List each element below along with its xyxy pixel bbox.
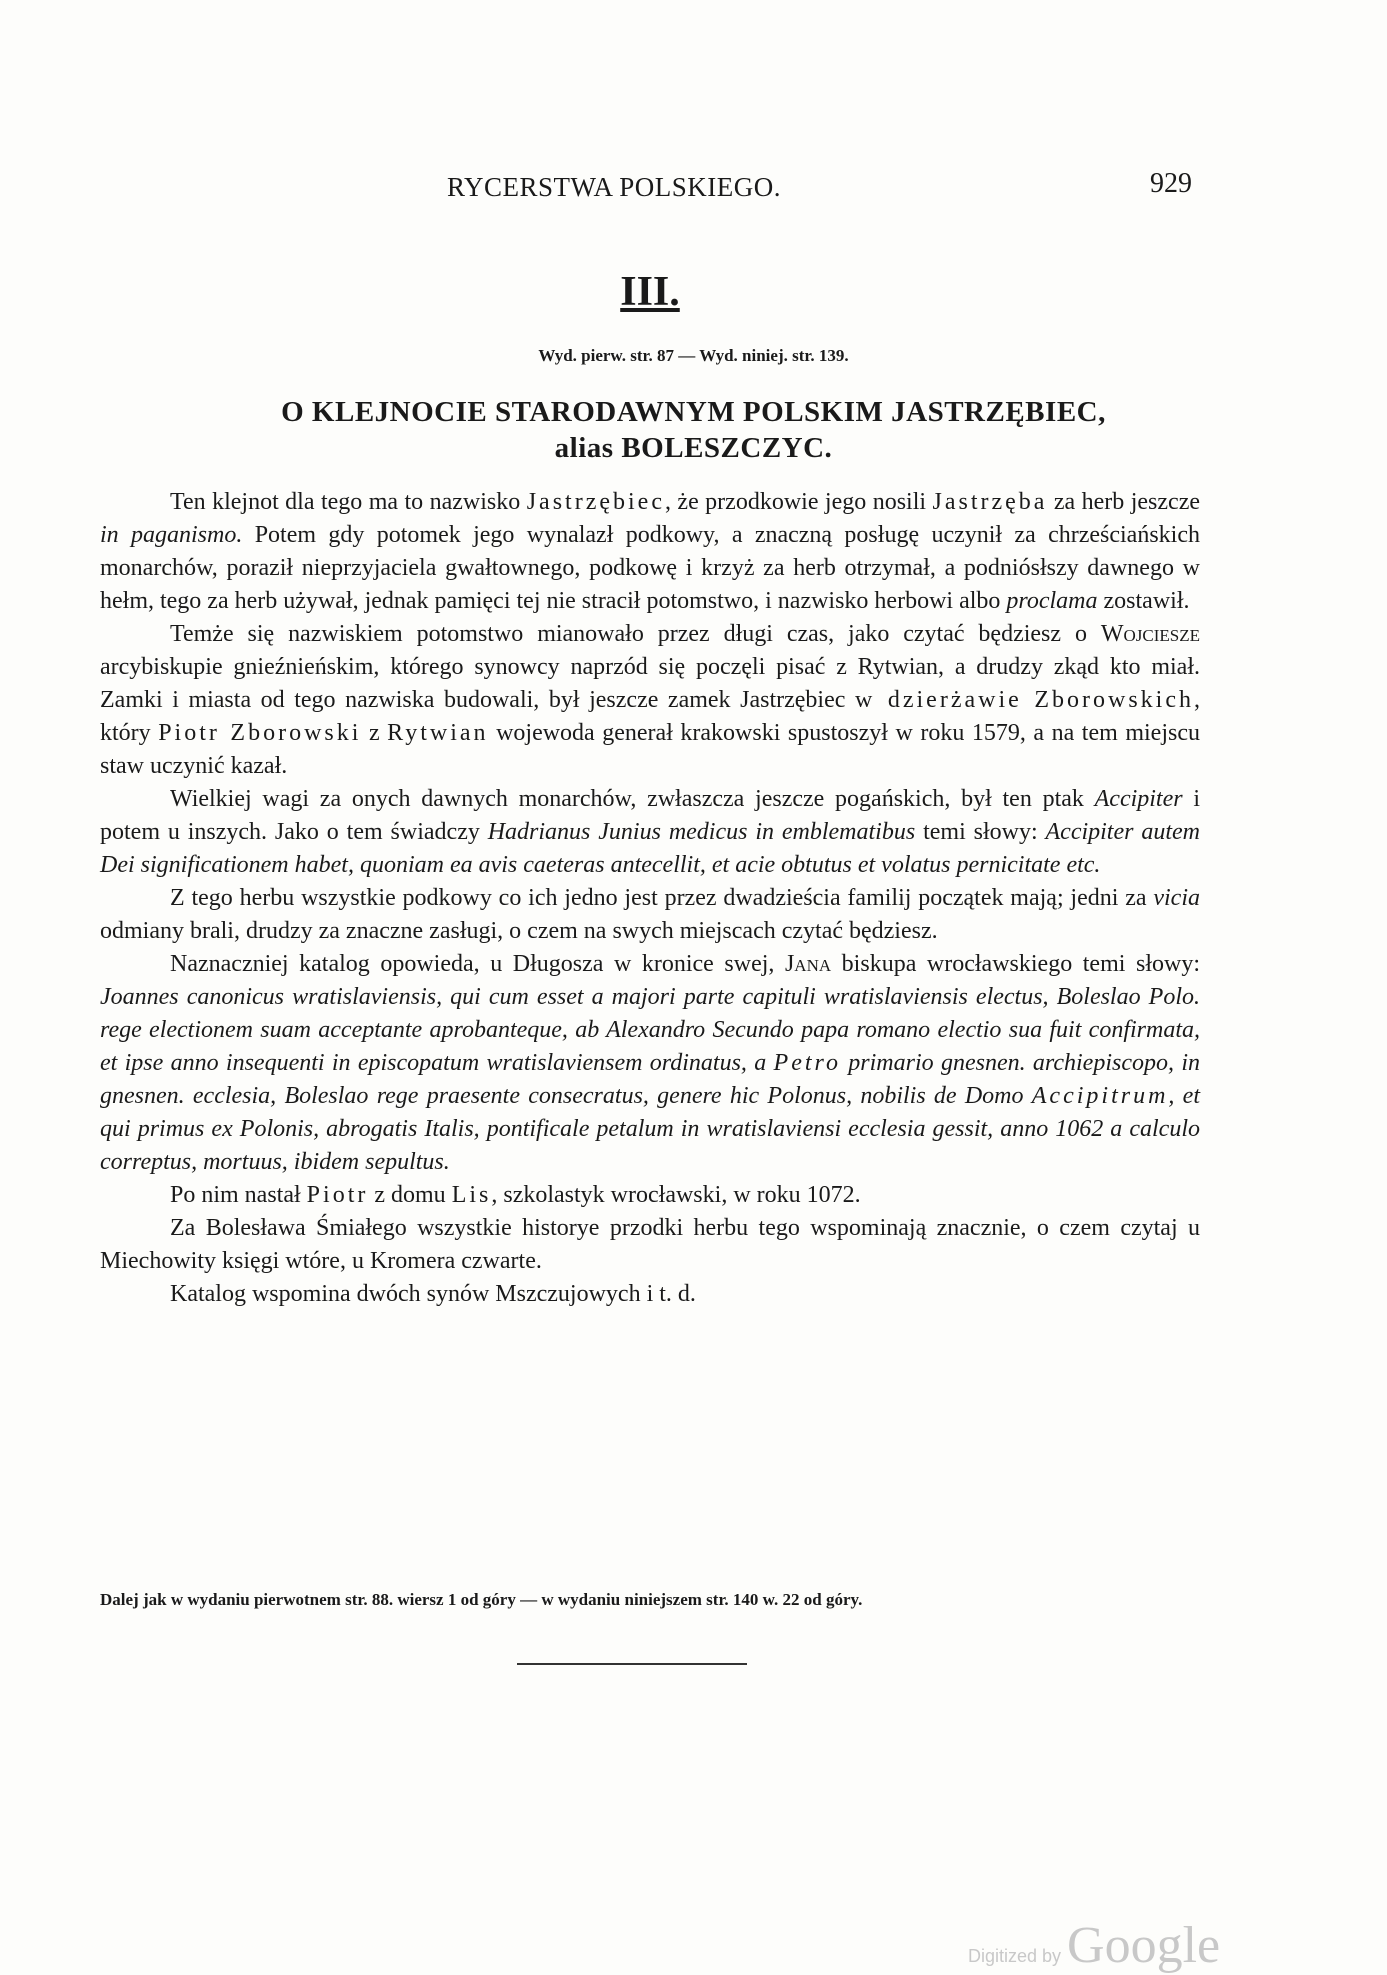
- text-run: odmiany brali, drudzy za znaczne zasługi, o czem na swych miejscach czytać będziesz.: [100, 918, 938, 944]
- paragraph-1: [100, 486, 1200, 618]
- text-run: Temże się nazwiskiem potomstwo mianowało przez długi czas, jako czytać będziesz o: [170, 621, 1101, 647]
- text-run: z domu: [368, 1182, 452, 1208]
- text-run: temi słowy:: [915, 819, 1046, 845]
- digitized-watermark: [968, 1916, 1220, 1975]
- text-run: Z tego herbu wszystkie podkowy co ich jedno jest przez dwadzieścia familij początek mają; jedni za: [170, 885, 1154, 911]
- spaced-name: Lis: [451, 1182, 492, 1208]
- text-run: z: [361, 720, 388, 746]
- paragraph-4: [100, 882, 1200, 948]
- text-run: Wielkiej wagi za onych dawnych monarchów, zwłaszcza jeszcze pogańskich, był ten ptak: [170, 786, 1095, 812]
- latin-quote: Joannes canonicus wratislaviensis, qui cum esset a majori parte capituli wratislaviensis electus, Boleslao Polo. rege electionem suam acceptante aprobanteque, ab Alexandro Secundo papa romano electio sua fuit confirmata, et ipse anno insequenti in episcopatum wratislaviensem ordinatus, a: [100, 984, 1200, 1076]
- spaced-name: Jastrzębiec: [526, 489, 665, 515]
- latin-phrase: Accipiter: [1094, 786, 1183, 812]
- spaced-name: Rytwian: [387, 720, 489, 746]
- watermark-prefix: Digitized by: [968, 1946, 1062, 1966]
- footnote: Dalej jak w wydaniu pierwotnem str. 88. wiersz 1 od góry — w wydaniu niniejszem str. 140 w. 22 od góry.: [100, 1590, 863, 1609]
- latin-quote: , et qui primus ex Polonis, abrogatis Italis, pontificale petalum in wratislaviensi ecclesia gessit, anno 1062 a calculo correptus, mortuus, ibidem sepultus.: [100, 1083, 1200, 1175]
- text-run: za herb jeszcze: [1047, 489, 1200, 515]
- latin-phrase: in paganismo.: [100, 522, 243, 548]
- text-run: zostawił.: [1097, 588, 1190, 614]
- spaced-name: Accipitrum: [1031, 1083, 1169, 1109]
- section-title: [100, 394, 1287, 466]
- paragraph-8: Katalog wspomina dwóch synów Mszczujowych i t. d.: [170, 1281, 696, 1307]
- text-run: Potem gdy potomek jego wynalazł podkowy, a znaczną posługę uczynił za chrześciańskich monarchów, poraził nieprzyjaciela gwałtownego, podkowę i krzyż za herb otrzymał, a podniósłszy dawnego w hełm, tego za herb używał, jednak pamięci tej nie stracił potomstwo, i nazwisko herbowi albo: [100, 522, 1200, 614]
- paragraph-7: Za Bolesława Śmiałego wszystkie historye przodki herbu tego wspominają znacznie, o czem czytaj u Miechowity księgi wtóre, u Kromera czwarte.: [100, 1215, 1200, 1274]
- section-numeral: III.: [620, 269, 680, 315]
- page-number: 929: [1150, 168, 1192, 199]
- spaced-name: Piotr Zborowski: [158, 720, 362, 746]
- small-caps-name: Wojciesze: [1100, 621, 1200, 647]
- small-caps-name: Jana: [784, 951, 832, 977]
- title-line-1: O KLEJNOCIE STARODAWNYM POLSKIM JASTRZĘBIEC,: [281, 396, 1106, 428]
- text-run: wojewoda generał krakowski spustoszył w roku 1579, a na tem miejscu staw uczynić kazał.: [100, 720, 1200, 779]
- latin-quote: primario gnesnen. archiepiscopo, in gnesnen. ecclesia, Boleslao rege praesente consecratus, genere hic Polonus, nobilis de Domo: [100, 1050, 1200, 1109]
- spaced-name: Petro: [773, 1050, 841, 1076]
- google-logo: Google: [1067, 1917, 1221, 1974]
- text-run: , który: [100, 687, 1200, 746]
- text-run: Naznaczniej katalog opowieda, u Długosza w kronice swej,: [170, 951, 785, 977]
- text-run: Ten klejnot dla tego ma to nazwisko: [170, 489, 527, 515]
- latin-phrase: Hadrianus Junius medicus in emblematibus: [487, 819, 916, 845]
- paragraph-6: [100, 1179, 1200, 1212]
- text-run: , że przodkowie jego nosili: [664, 489, 933, 515]
- spaced-name: w dzierżawie Zborowskich: [854, 687, 1194, 713]
- title-line-2: alias BOLESZCZYC.: [554, 432, 833, 464]
- text-run: biskupa wrocławskiego temi słowy:: [831, 951, 1200, 977]
- latin-quote: Accipiter autem Dei significationem habet, quoniam ea avis caeteras antecellit, et acie obtutus et volatus pernicitate etc.: [100, 819, 1200, 878]
- text-run: , szkolastyk wrocławski, w roku 1072.: [491, 1182, 861, 1208]
- body-text: [100, 486, 1200, 1311]
- text-run: arcybiskupie gnieźnieńskim, którego synowcy naprzód się poczęli pisać z Rytwian, a drudzy zkąd kto miał. Zamki i miasta od tego nazwiska budowali, był jeszcze zamek Jastrzębiec: [100, 654, 1200, 713]
- paragraph-3: [100, 783, 1200, 882]
- paragraph-5: [100, 948, 1200, 1179]
- edition-reference: Wyd. pierw. str. 87 — Wyd. niniej. str. 139.: [538, 346, 849, 365]
- section-divider: [517, 1663, 747, 1665]
- latin-phrase: vicia: [1153, 885, 1200, 911]
- text-run: Po nim nastał: [170, 1182, 307, 1208]
- text-run: i potem u inszych. Jako o tem świadczy: [100, 786, 1200, 845]
- spaced-name: Piotr: [306, 1182, 369, 1208]
- spaced-name: Jastrzęba: [932, 489, 1048, 515]
- latin-phrase: proclama: [1006, 588, 1098, 614]
- running-head: RYCERSTWA POLSKIEGO.: [447, 172, 782, 202]
- paragraph-2: [100, 618, 1200, 783]
